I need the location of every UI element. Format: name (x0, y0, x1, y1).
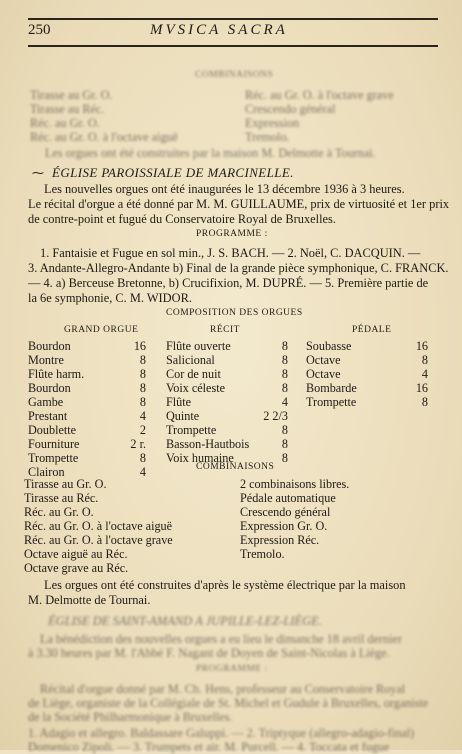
stop-size (406, 353, 428, 368)
stop-size (266, 437, 288, 452)
stop-size-value: 2 2/3 (263, 409, 288, 423)
stop-size (266, 367, 288, 382)
faded-bottom-line-1: à 3.30 heures par M. l'Abbé F. Nagant de Doyen de Saint-Nicolas à Liège. (28, 646, 390, 660)
stop-size-value: 8 (421, 353, 428, 367)
journal-title: MVSICA SACRA (150, 22, 288, 38)
header-rule-bottom (28, 45, 438, 47)
faded-left-0: Tirasse au Gr. O. (30, 88, 113, 102)
stop-name: Soubasse (306, 339, 352, 353)
stop-name: Doublette (28, 423, 77, 437)
faded-note: Les orgues ont été construites par la maison M. Delmotte à Tournai. (45, 146, 376, 160)
faded-right-3: Tremolo. (245, 130, 290, 144)
faded-bottom-programme-1: de Liège, organiste de la Collégiale de St. Michel et Gudule à Bruxelles, organiste (28, 696, 429, 710)
combinaison-right: Tremolo. (240, 547, 285, 561)
stop-size: 2 r. (130, 437, 146, 451)
header-rule-top (28, 18, 438, 20)
stop-size (406, 367, 428, 382)
faded-left-2: Réc. au Gr. O. (30, 116, 100, 130)
stop-row (28, 395, 63, 410)
stop-size (406, 339, 428, 354)
stop-feet (124, 465, 146, 480)
programme-line-2: — 4. a) Berceuse Bretonne, b) Crucifixion, M. DUPRÉ. — 5. Première partie de (28, 276, 429, 290)
stop-name: Flûte ouverte (166, 339, 231, 353)
stop-name: Montre (28, 353, 64, 367)
section-title: ÉGLISE PAROISSIALE DE MARCINELLE. (52, 165, 294, 180)
stop-name: Bombarde (306, 381, 357, 395)
faded-right-1: Crescendo général (245, 102, 336, 116)
faded-right-2: Expression (245, 116, 300, 130)
closing-line-0: Les orgues ont été construites d'après le système électrique par la maison (44, 578, 406, 592)
faded-bottom-programme-4: Domenico Zipoli. — 3. Trumpets et air. M. Purcell. — 4. Toccata et fugue (28, 740, 390, 754)
stop-size-value: 16 (415, 381, 428, 395)
section-ornament: ⁓ (32, 166, 44, 180)
stop-name: Basson-Hautbois (166, 437, 250, 451)
faded-bottom-line-0: La bénédiction des nouvelles orgues a eu lieu le dimanche 18 avril dernier (40, 632, 402, 646)
stop-row (28, 367, 84, 382)
stop-feet (124, 423, 146, 438)
stop-size: 8 (139, 367, 146, 381)
stop-size: 8 (139, 353, 146, 367)
stop-feet (120, 437, 146, 452)
stop-name: Bourdon (28, 339, 71, 353)
recit-heading: RÉCIT (210, 325, 240, 335)
faded-bottom-programme-heading: PROGRAMME : (196, 664, 268, 674)
stop-size-value: 4 (421, 367, 428, 381)
stop-size-value: 8 (281, 353, 288, 367)
stop-size (266, 395, 288, 410)
stop-size (266, 381, 288, 396)
stop-size-value: 8 (281, 381, 288, 395)
stop-name: Trompette (306, 395, 357, 409)
stop-feet (124, 353, 146, 368)
intro-line-1: Le récital d'orgue a été donné par M. M. GUILLAUME, prix de virtuosité et 1er prix (28, 197, 450, 211)
stop-size-value: 16 (415, 339, 428, 353)
closing-line-1: M. Delmotte de Tournai. (28, 593, 151, 607)
stop-name: Fourniture (28, 437, 80, 451)
stop-feet (124, 339, 146, 354)
stop-name: Clairon (28, 465, 65, 479)
combinaison-right: Pédale automatique (240, 491, 336, 505)
combinaison-right: Expression Réc. (240, 533, 320, 547)
stop-size (266, 339, 288, 354)
combinaison-left: Tirasse au Réc. (24, 491, 99, 505)
stop-size-value: 4 (281, 395, 288, 409)
stop-size: 4 (139, 409, 146, 423)
programme-line-3: la 6e symphonie, C. M. WIDOR. (28, 291, 192, 305)
stop-name: Flûte (166, 395, 192, 409)
stop-size (266, 353, 288, 368)
stop-name: Voix céleste (166, 381, 226, 395)
stop-size-value: 8 (281, 367, 288, 381)
stop-feet (124, 409, 146, 424)
stop-size-value: 8 (281, 339, 288, 353)
stop-size-value: 8 (281, 423, 288, 437)
stop-row (28, 353, 64, 368)
faded-bottom-programme-3: 1. Adagio et allegro. Baldassare Galuppi. — 2. Triptyque (allegro-adagio-final) (28, 726, 415, 740)
stop-name: Flûte harm. (28, 367, 85, 381)
stop-feet (124, 381, 146, 396)
stop-row (28, 409, 67, 424)
faded-bottom-programme-2: de la Société Philharmonique à Bruxelles. (28, 710, 233, 724)
intro-line-2: de contre-point et fugué du Conservatoire Royal de Bruxelles. (28, 212, 336, 226)
stop-size-value: 8 (281, 437, 288, 451)
stop-name: Gambe (28, 395, 64, 409)
stop-size: 16 (133, 339, 146, 353)
pedale-heading: PÉDALE (352, 325, 392, 335)
stop-name: Quinte (166, 409, 200, 423)
stop-row (28, 451, 78, 466)
faded-left-3: Réc. au Gr. O. à l'octave aiguë (30, 130, 179, 144)
stop-name: Octave (306, 367, 341, 381)
stop-name: Prestant (28, 409, 68, 423)
combinaison-left: Tirasse au Gr. O. (24, 477, 107, 491)
faded-right-0: Réc. au Gr. O. à l'octave grave (245, 88, 394, 102)
stop-feet (124, 395, 146, 410)
combinaisons-heading: COMBINAISONS (196, 462, 275, 472)
stop-name: Trompette (166, 423, 217, 437)
page-number: 250 (28, 22, 51, 38)
stop-feet (124, 367, 146, 382)
combinaison-left: Octave aiguë au Réc. (24, 547, 128, 561)
combinaison-left: Réc. au Gr. O. (24, 505, 94, 519)
faded-left-1: Tirasse au Réc. (30, 102, 105, 116)
stop-size: 2 (139, 423, 146, 437)
stop-size (256, 409, 288, 424)
faded-bottom-title: ÉGLISE DE SAINT-AMAND A JUPILLE-LEZ-LIÈGE. (48, 614, 322, 628)
stop-size: 8 (139, 451, 146, 465)
stop-size (406, 395, 428, 410)
stop-size: 8 (139, 381, 146, 395)
stop-size: 8 (139, 395, 146, 409)
stop-row (28, 423, 76, 438)
stop-size (266, 423, 288, 438)
stop-name: Salicional (166, 353, 215, 367)
stop-feet (124, 451, 146, 466)
programme-heading: PROGRAMME : (196, 229, 268, 239)
stop-row (28, 437, 79, 452)
stop-name: Bourdon (28, 381, 71, 395)
combinaison-left: Octave grave au Réc. (24, 561, 129, 575)
programme-line-0: 1. Fantaisie et Fugue en sol min., J. S. BACH. — 2. Noël, C. DACQUIN. — (40, 246, 421, 260)
grand-orgue-heading: GRAND ORGUE (64, 325, 139, 335)
faded-heading: COMBINAISONS (195, 70, 274, 80)
faded-bottom-programme-0: Récital d'orgue donné par M. Ch. Hens, professeur au Conservatoire Royal (40, 682, 406, 696)
combinaison-right: 2 combinaisons libres. (240, 477, 350, 491)
stop-name: Voix humaine (166, 451, 234, 465)
stop-size: 4 (139, 465, 146, 479)
stop-name: Octave (306, 353, 341, 367)
stop-size (406, 381, 428, 396)
stop-size-value: 8 (281, 451, 288, 465)
intro-line-0: Les nouvelles orgues ont été inaugurées le 13 décembre 1936 à 3 heures. (44, 182, 405, 196)
stop-name: Cor de nuit (166, 367, 221, 381)
stop-row (28, 381, 71, 396)
combinaison-left: Réc. au Gr. O. à l'octave grave (24, 533, 173, 547)
combinaison-right: Crescendo général (240, 505, 331, 519)
combinaison-left: Réc. au Gr. O. à l'octave aiguë (24, 519, 173, 533)
programme-line-1: 3. Andante-Allegro-Andante b) Final de la grande pièce symphonique, C. FRANCK. (28, 261, 449, 275)
stop-name: Trompette (28, 451, 79, 465)
stop-size-value: 8 (421, 395, 428, 409)
stop-row (28, 339, 71, 354)
combinaison-right: Expression Gr. O. (240, 519, 328, 533)
composition-heading: COMPOSITION DES ORGUES (166, 308, 303, 318)
